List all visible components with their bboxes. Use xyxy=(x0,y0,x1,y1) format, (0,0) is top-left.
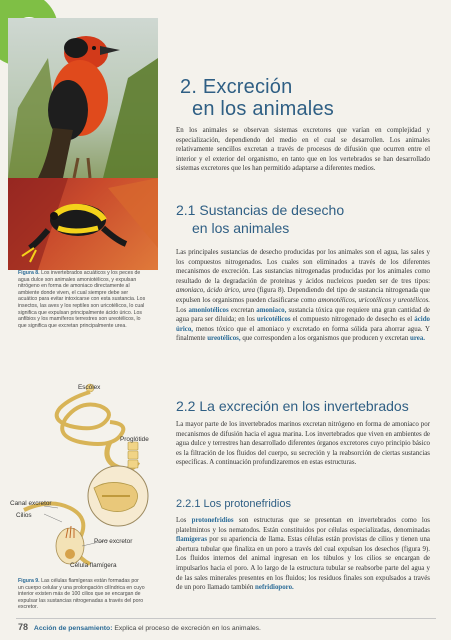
s21-p1: Las principales sustancias de desecho producidas por los animales son el agua, las sales y los compuestos nitrogenados. Los cuales son eliminados a través de los diferentes mecanismos de excreción. Las sustancias nitrogenadas producidas por los animales como resultado de la degradación de proteínas y ácidos nucleicos pueden ser de tres tipos: xyxy=(176,249,430,285)
footer-divider xyxy=(16,618,436,619)
label-canal-excretor: Canal excretor xyxy=(10,500,52,507)
s21-types: amoniaco, ácido úrico, urea xyxy=(176,287,256,295)
section-2-2-1-paragraph xyxy=(176,516,430,593)
s221-term2: flamígeras xyxy=(176,536,207,544)
s21-p2-b: sustancia tóxica que requiere una gran cantidad de agua para ser diluida; en los xyxy=(176,306,430,324)
s21-p1-end: (figura 8). Dependiendo del tipo de sustancia nitrogenada que expulsen los organismos pueden clasificarse como xyxy=(176,287,430,304)
bird-photo xyxy=(8,18,158,178)
section-2-1-paragraph xyxy=(176,248,430,344)
intro-paragraph: En los animales se observan sistemas excretores que varían en complejidad y especialización, dependiendo del medio en el cual se desarrollen. Los animales relativamente sencillos excretan a través de procesos de difusión que ocurren entre el interior y el exterior del organismo, en tanto que en los vertebrados se han desarrollado sistemas excretores que les han permitido adaptarse a diferentes medios. xyxy=(176,127,430,173)
page-footer xyxy=(18,622,261,632)
s21-p2-d: menos tóxico que el amoniaco y excretado en forma sólida para ahorrar agua. Y finalmente xyxy=(176,325,430,343)
figure8-caption xyxy=(18,270,146,329)
s21-p2-a: excretan xyxy=(230,306,255,314)
protonephridia-diagram xyxy=(10,378,160,574)
s21-acid-term: ácido úrico, xyxy=(176,316,430,333)
s21-ureo-term: ureotélicos, xyxy=(207,335,241,343)
footer-text: Explica el proceso de excreción en los animales. xyxy=(114,625,261,632)
s221-p-b: por su apariencia de llama. Estas células están provistas de cilios y tienen una abertura tubular que finaliza en un poro a través del cual expulsan los desechos (figura 9). Los fluidos internos del animal ingresan en los túbulos y los cilios se encargan de impulsarlos hacia el poro. A lo largo de la estructura tubular se reabsorbe parte del agua y de las sales minerales presentes en los fluidos; los residuos finales son expulsados a través de un poro llamado también xyxy=(176,536,430,592)
s21-p2-e: que corresponden a los organismos que producen y excretan xyxy=(242,335,409,343)
s221-term3: nefridioporo. xyxy=(255,584,294,592)
label-proglotide: Proglótide xyxy=(120,436,149,443)
section-2-2-paragraph: La mayor parte de los invertebrados marinos excretan nitrógeno en forma de amoniaco por mecanismos de difusión hacia el agua marina. Los invertebrados que viven en ambientes de agua dulce y terrestres han desarrollado diferentes órganos excretores cuyo principio básico es la filtración de los fluidos del cuerpo, su secreción y la reabsorción de ciertas sustancias específicas. A continuación profundizaremos en estas estructuras. xyxy=(176,421,430,467)
s21-uric-term: uricotélicos xyxy=(256,316,291,324)
frog-photo xyxy=(8,178,158,270)
footer-label: Acción de pensamiento: xyxy=(33,625,113,632)
figure8-text: Los invertebrados acuáticos y los peces de agua dulce son animales amoniotélicos, y expulsan nitrógeno en forma de amoniaco directamente al ambiente donde viven, el cual siempre debe ser acuático para evitar intoxicarse con esta sustancia. Los insectos, las aves y los reptiles son uricotélicos, lo cual significa que expulsan principalmente ácido úrico. Los anfibios y los mamíferos terrestres son ureotélicos, lo que significa que excretan principalmente urea. xyxy=(18,270,146,329)
section-2-1-title-line2: en los animales xyxy=(192,220,290,236)
label-poro-excretor: Poro excretor xyxy=(94,538,133,545)
section-2-2-title: 2.2 La excreción en los invertebrados xyxy=(176,398,409,414)
s21-classes: amonotélicos, uricotélicos y ureotélicos. xyxy=(318,296,430,304)
s21-urea-term: urea. xyxy=(410,335,426,343)
figure9-label: Figura 9. xyxy=(18,578,40,584)
s221-p-a: son estructuras que se presentan en invertebrados como los platelmintos y los nematodos. Están constituidos por células especializadas, denominadas xyxy=(176,517,430,534)
label-escolex: Escólex xyxy=(78,384,101,391)
s21-p2-lead: Los xyxy=(176,306,187,314)
section-2-1-title-line1: 2.1 Sustancias de desecho xyxy=(176,202,345,218)
page-title-line1: 2. Excreción xyxy=(180,76,293,98)
s21-amoniaco-term: amoniaco, xyxy=(256,306,287,314)
figure9-caption xyxy=(18,578,146,611)
section-2-2-1-title: 2.2.1 Los protonefridios xyxy=(176,498,291,510)
s21-amonio-term: amoniotélicos xyxy=(188,306,229,314)
s221-term1: protonefridios xyxy=(191,517,234,524)
figure9-text: Las células flamígeras están formadas por un cuerpo celular y una prolongación cilíndrica en cuyo interior existen más de 100 cilios que se encargan de expulsar las sustancias nitrogenadas a través del poro excretor. xyxy=(18,578,145,611)
label-celula-flamigera: Célula flamígera xyxy=(70,562,117,569)
figure8-label: Figura 8. xyxy=(18,270,40,276)
page-number: 78 xyxy=(18,622,29,632)
s21-p2-c: el compuesto nitrogenado de desecho es el xyxy=(292,316,413,324)
page-title-line2: en los animales xyxy=(192,98,334,120)
s221-lead: Los xyxy=(176,517,187,524)
label-cilios: Cilios xyxy=(16,512,32,519)
